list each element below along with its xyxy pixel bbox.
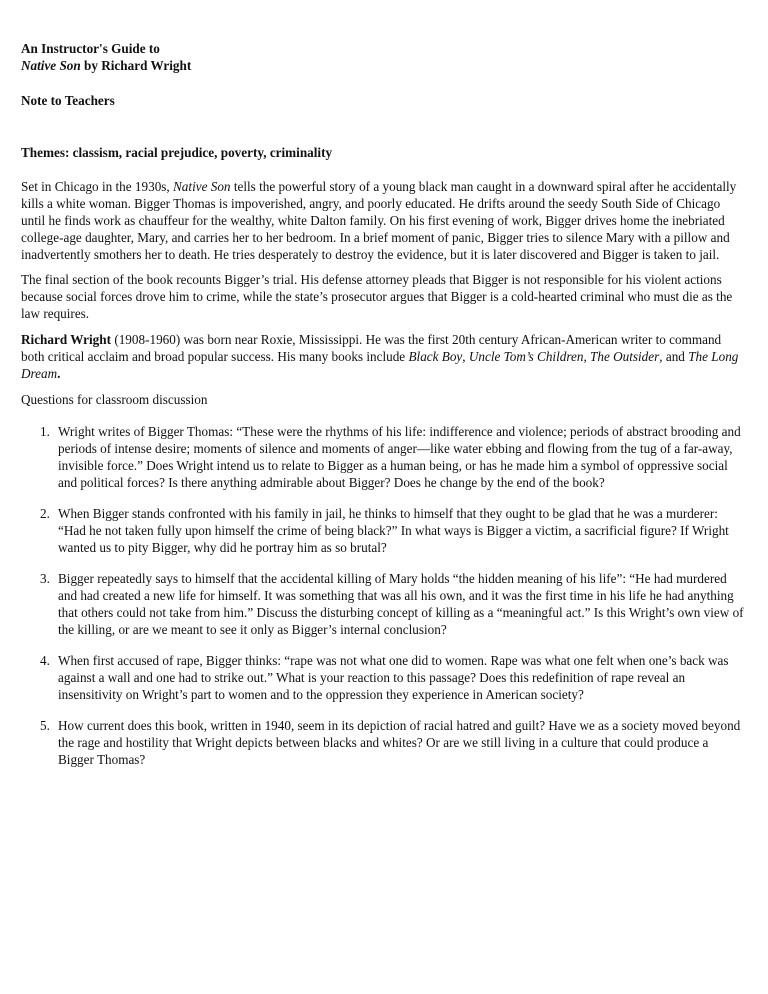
item-text: When first accused of rape, Bigger thinks: “rape was not what one did to women. Rape was what one felt when one’s back was against a wall and one had to strike out.” What is your reaction to this passage? Does this redefinition of rape reveal an insensitivity on Wright’s part to women and to the oppression they experience in American society?: [58, 653, 729, 702]
item-number: 2.: [40, 506, 50, 521]
item-text: When Bigger stands confronted with his family in jail, he thinks to himself that they ought to be glad that he was a murderer: “Had he not taken fully upon himself the crime of being black?” In what ways is Bigger a victim, a sacrificial figure? If Wright wanted us to pity Bigger, why did he portray him as so brutal?: [58, 506, 729, 555]
guide-title: An Instructor's Guide to: [21, 41, 160, 56]
item-text: Wright writes of Bigger Thomas: “These were the rhythms of his life: indifference and violence; periods of abstract brooding and periods of intense desire; moments of silence and moments of anger—like water ebbing and flowing from the tug of a far-away, invisible force.” Does Wright intend us to relate to Bigger as a human being, or has he made him a symbol of oppressive social and political forces? Is there anything admirable about Bigger? Does he change by the end of the book?: [58, 424, 741, 490]
book-title: Native Son: [21, 58, 81, 73]
item-number: 4.: [40, 653, 50, 668]
item-number: 1.: [40, 424, 50, 439]
questions-heading: Questions for classroom discussion: [21, 392, 208, 407]
author-name: Richard Wright: [21, 332, 112, 347]
themes-heading: Themes: classism, racial prejudice, poverty, criminality: [21, 145, 333, 160]
questions-list: [21, 423, 746, 768]
list-item: [40, 423, 746, 491]
item-text: How current does this book, written in 1940, seem in its depiction of racial hatred and guilt? Have we as a society moved beyond the rage and hostility that Wright depicts between blacks and whites? Or are we still living in a culture that could produce a Bigger Thomas?: [58, 718, 741, 767]
list-item: [40, 652, 746, 703]
list-item: [40, 505, 746, 556]
summary-paragraph: Set in Chicago in the 1930s, Native Son tells the powerful story of a young black man caught in a downward spiral after he accidentally kills a white woman. Bigger Thomas is impoverished, angry, and poorly educated. He drifts around the seedy South Side of Chicago until he finds work as chauffeur for the wealthy, white Dalton family. On his first evening of work, Bigger drives home the inebriated college-age daughter, Mary, and carries her to her bedroom. In a brief moment of panic, Bigger tries to silence Mary with a pillow and inadvertently smothers her to death. He tries desperately to destroy the evidence, but it is later discovered and Bigger is taken to jail.: [21, 179, 737, 262]
trial-paragraph: The final section of the book recounts Bigger’s trial. His defense attorney pleads that Bigger is not responsible for his violent actions because social forces drove him to crime, while the state’s prosecutor argues that Bigger is a cold-hearted criminal who must die as the law requires.: [21, 272, 733, 321]
item-text: Bigger repeatedly says to himself that the accidental killing of Mary holds “the hidden meaning of his life”: “He had murdered and had created a new life for himself. It was something that was all his own, and it was the first time in his life he had anything that others could not take from him.” Discuss the disturbing concept of killing as a “meaningful act.” Is this Wright’s own view of the killing, or are we meant to see it only as Bigger’s internal conclusion?: [58, 571, 744, 637]
list-item: [40, 570, 746, 638]
list-item: [40, 717, 746, 768]
book-title-line: Native Son by Richard Wright: [21, 58, 192, 73]
author-paragraph: Richard Wright (1908-1960) was born near Roxie, Mississippi. He was the first 20th century African-American writer to command both critical acclaim and broad popular success. His many books include Black Boy, Uncle Tom’s Children, The Outsider, and The Long Dream.: [21, 332, 739, 381]
item-number: 3.: [40, 571, 50, 586]
item-number: 5.: [40, 718, 50, 733]
note-heading: Note to Teachers: [21, 93, 115, 108]
